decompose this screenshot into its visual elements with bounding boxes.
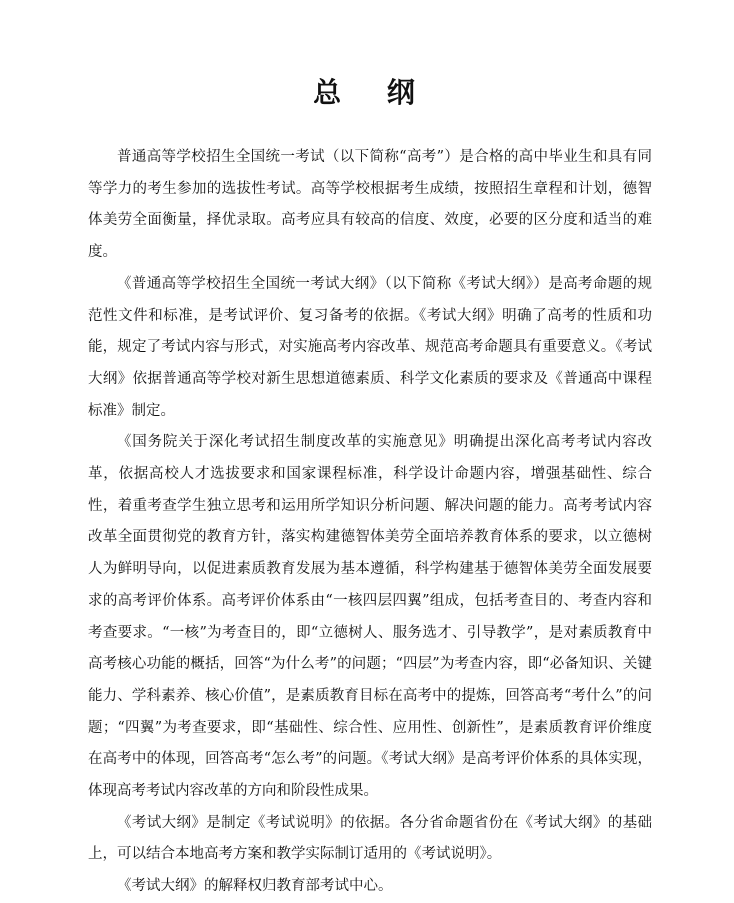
document-body bbox=[88, 142, 652, 903]
paragraph-reform-evaluation-system: 《国务院关于深化考试招生制度改革的实施意见》明确提出深化高考考试内容改革，依据高校人才选拔要求和国家课程标准，科学设计命题内容，增强基础性、综合性，着重考查学生独立思考和运用所学知识分析问题、解决问题的能力。高考考试内容改革全面贯彻党的教育方针，落实构建德智体美劳全面培养教育体系的要求，以立德树人为鲜明导向，以促进素质教育发展为基本遵循，科学构建基于德智体美劳全面发展要求的高考评价体系。高考评价体系由“一核四层四翼”组成，包括考查目的、考查内容和考查要求。“一核”为考查目的，即“立德树人、服务选才、引导教学”，是对素质教育中高考核心功能的概括，回答“为什么考”的问题；“四层”为考查内容，即“必备知识、关键能力、学科素养、核心价值”，是素质教育目标在高考中的提炼，回答高考“考什么”的问题；“四翼”为考查要求，即“基础性、综合性、应用性、创新性”，是素质教育评价维度在高考中的体现，回答高考“怎么考”的问题。《考试大纲》是高考评价体系的具体实现，体现高考考试内容改革的方向和阶段性成果。 bbox=[88, 434, 652, 800]
paragraph-exam-description-basis: 《考试大纲》是制定《考试说明》的依据。各分省命题省份在《考试大纲》的基础上，可以结合本地高考方案和教学实际制订适用的《考试说明》。 bbox=[88, 814, 652, 863]
paragraph-intro: 普通高等学校招生全国统一考试（以下简称“高考”）是合格的高中毕业生和具有同等学力的考生参加的选拔性考试。高等学校根据考生成绩，按照招生章程和计划，德智体美劳全面衡量，择优录取。高考应具有较高的信度、效度，必要的区分度和适当的难度。 bbox=[88, 149, 652, 261]
page-title: 总 纲 bbox=[313, 75, 433, 109]
paragraph-outline-purpose: 《普通高等学校招生全国统一考试大纲》（以下简称《考试大纲》）是高考命题的规范性文件和标准，是考试评价、复习备考的依据。《考试大纲》明确了高考的性质和功能，规定了考试内容与形式，对实施高考内容改革、规范高考命题具有重要意义。《考试大纲》依据普通高等学校对新生思想道德素质、科学文化素质的要求及《普通高中课程标准》制定。 bbox=[88, 275, 652, 419]
paragraph-interpretation-rights: 《考试大纲》的解释权归教育部考试中心。 bbox=[117, 878, 393, 895]
